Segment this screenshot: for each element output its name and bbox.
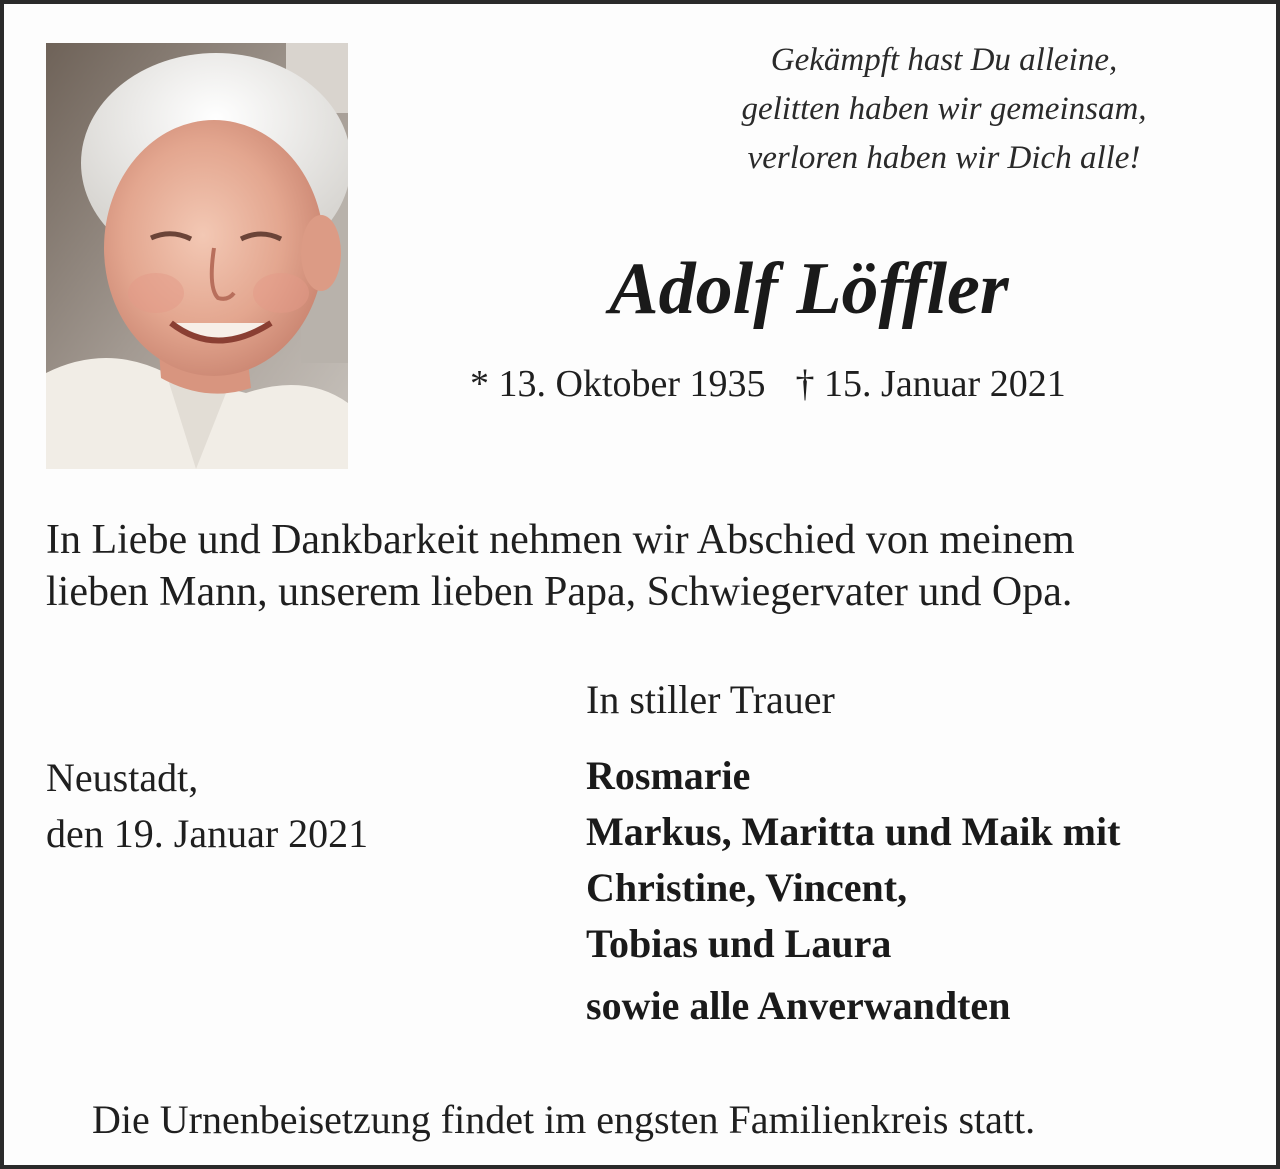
farewell-text xyxy=(46,514,1246,618)
motto-line: Gekämpft hast Du alleine, xyxy=(770,42,1118,78)
motto-line: gelitten haben wir gemeinsam, xyxy=(741,91,1147,127)
mourner-line: Christine, Vincent, xyxy=(586,865,908,910)
mourner-line: Rosmarie xyxy=(586,753,751,798)
farewell-line: lieben Mann, unserem lieben Papa, Schwiegervater und Opa. xyxy=(46,569,1073,615)
mourner-line: sowie alle Anverwandten xyxy=(586,983,1011,1028)
place-and-date xyxy=(46,750,368,862)
portrait-photo xyxy=(46,43,348,469)
mourners-list xyxy=(586,748,1120,1034)
mourner-line: Markus, Maritta und Maik mit xyxy=(586,809,1121,854)
farewell-line: In Liebe und Dankbarkeit nehmen wir Abschied von meinem xyxy=(46,517,1075,563)
motto-verse xyxy=(644,36,1244,183)
mourner-line: Tobias und Laura xyxy=(586,921,892,966)
place-date: den 19. Januar 2021 xyxy=(46,811,369,856)
place-city: Neustadt, xyxy=(46,755,199,800)
birth-date: * 13. Oktober 1935 xyxy=(470,363,766,405)
death-date: † 15. Januar 2021 xyxy=(795,363,1066,405)
motto-line: verloren haben wir Dich alle! xyxy=(747,140,1141,176)
life-dates xyxy=(470,360,1066,408)
mourning-label: In stiller Trauer xyxy=(586,677,835,722)
burial-note: Die Urnenbeisetzung findet im engsten Familienkreis statt. xyxy=(92,1097,1036,1142)
deceased-name: Adolf Löffler xyxy=(609,248,1009,330)
